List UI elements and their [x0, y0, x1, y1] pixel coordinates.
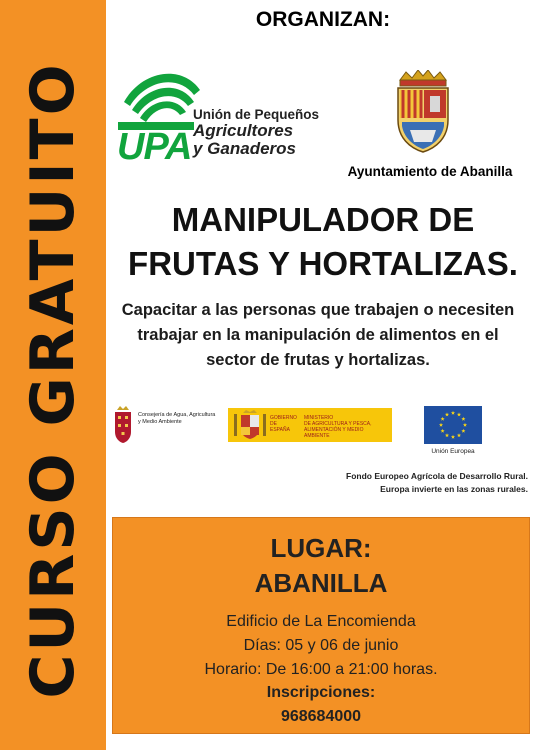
eu-label: Unión Europea	[431, 448, 475, 455]
side-banner-text: CURSO GRATUITO	[18, 61, 88, 699]
location-building: Edificio de La Encomienda	[226, 613, 416, 630]
course-title-line2: FRUTAS Y HORTALIZAS.	[128, 245, 518, 282]
location-days: Días: 05 y 06 de junio	[243, 637, 399, 654]
upa-line2: Agricultores	[193, 121, 294, 141]
location-details	[112, 610, 530, 682]
description-line1: Capacitar a las personas que trabajen o necesiten	[121, 301, 515, 319]
organizan-heading: ORGANIZAN:	[255, 8, 391, 31]
ministry-line3: ALIMENTACIÓN Y MEDIO AMBIENTE	[304, 427, 364, 439]
upa-letters: UPA	[117, 126, 192, 168]
registration-phone[interactable]: 968684000	[280, 708, 362, 725]
murcia-consejeria-text	[138, 412, 222, 426]
description-line3: sector de frutas y hortalizas.	[206, 351, 430, 369]
ministry-line1: MINISTERIO	[304, 415, 334, 421]
course-title-line1: MANIPULADOR DE	[171, 201, 475, 238]
ministry-line2: DE AGRICULTURA Y PESCA,	[304, 421, 372, 427]
gobierno-text	[270, 415, 298, 433]
murcia-line1: Consejería de Agua, Agricultura	[138, 412, 216, 418]
murcia-line2: y Medio Ambiente	[138, 419, 182, 425]
ministerio-text	[304, 415, 390, 439]
description-line2: trabajar en la manipulación de alimentos en el	[137, 326, 499, 344]
upa-line3: y Ganaderos	[193, 139, 296, 159]
registration	[112, 681, 530, 729]
registration-label: Inscripciones:	[266, 684, 376, 701]
gob-line2: DE ESPAÑA	[270, 421, 290, 433]
course-title	[106, 198, 540, 286]
spain-crest-icon	[232, 410, 268, 440]
eu-flag-icon	[424, 406, 482, 444]
fondo-line1: Fondo Europeo Agrícola de Desarrollo Rural.	[346, 471, 528, 481]
murcia-crest-icon	[112, 404, 134, 444]
course-description	[108, 298, 528, 373]
fondo-line2: Europa invierte en las zonas rurales.	[380, 484, 528, 494]
upa-text	[193, 108, 323, 158]
ayuntamiento-label: Ayuntamiento de Abanilla	[347, 164, 513, 179]
gob-line1: GOBIERNO	[270, 415, 297, 421]
coat-of-arms-icon	[392, 70, 454, 154]
location-heading: LUGAR:	[270, 533, 372, 563]
upa-line1: Unión de Pequeños	[193, 107, 320, 122]
fondo-europeo-text	[290, 470, 528, 496]
location-hours: Horario: De 16:00 a 21:00 horas.	[204, 661, 438, 678]
location-place: ABANILLA	[254, 568, 388, 598]
